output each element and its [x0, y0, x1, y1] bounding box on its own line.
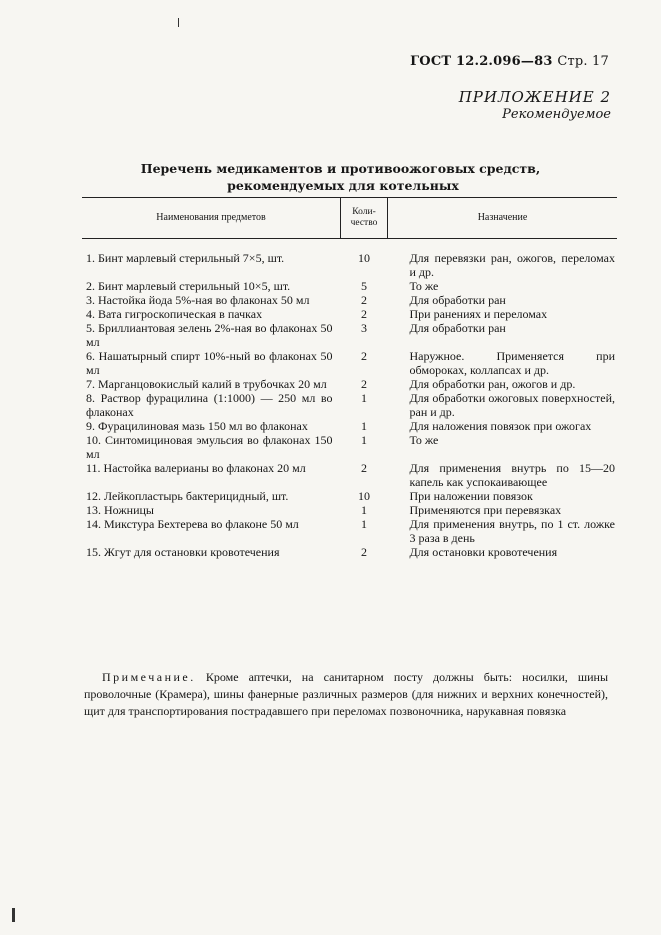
medications-table	[82, 197, 617, 559]
item-name: 7. Марганцовокислый калий в трубочках 20 мл	[86, 377, 327, 391]
item-quantity: 2	[361, 307, 367, 321]
item-purpose: Наружное. Применяется при обмороках, коллапсах и др.	[409, 349, 615, 377]
item-quantity: 2	[361, 461, 367, 475]
item-purpose: Для обработки ран	[409, 321, 506, 335]
appendix-subtitle: Рекомендуемое	[502, 107, 611, 122]
item-name: 4. Вата гигроскопическая в пачках	[86, 307, 263, 321]
item-purpose: Для остановки кровотечения	[409, 545, 558, 559]
item-purpose: Применяются при перевязках	[409, 503, 562, 517]
table-row	[82, 377, 617, 391]
standard-reference	[410, 54, 609, 69]
item-name: 6. Нашатырный спирт 10%-ный во флаконах 50 мл	[86, 349, 333, 377]
item-quantity: 1	[361, 503, 367, 517]
item-name: 11. Настойка валерианы во флаконах 20 мл	[86, 461, 306, 475]
table-row	[82, 433, 617, 461]
item-name: 1. Бинт марлевый стерильный 7×5, шт.	[86, 251, 285, 265]
appendix-heading	[459, 88, 611, 122]
item-quantity: 5	[361, 279, 367, 293]
table-row	[82, 461, 617, 489]
item-quantity: 2	[361, 349, 367, 363]
table-header-row	[82, 198, 617, 239]
item-quantity: 10	[358, 251, 370, 265]
item-name: 13. Ножницы	[86, 503, 154, 517]
table-row	[82, 293, 617, 307]
table-row	[82, 321, 617, 349]
item-quantity: 2	[361, 293, 367, 307]
item-name: 10. Синтомициновая эмульсия во флаконах 150 мл	[86, 433, 333, 461]
item-name: 15. Жгут для остановки кровотечения	[86, 545, 280, 559]
title-line-2: рекомендуемых для котельных	[227, 178, 459, 193]
item-name: 8. Раствор фурацилина (1:1000) — 250 мл во флаконах	[86, 391, 333, 419]
table-spacer	[82, 239, 617, 252]
table-row	[82, 279, 617, 293]
item-name: 12. Лейкопластырь бактерицидный, шт.	[86, 489, 289, 503]
table-row	[82, 251, 617, 279]
page-number: Стр. 17	[557, 54, 609, 69]
table-row	[82, 503, 617, 517]
item-quantity: 1	[361, 419, 367, 433]
table-row	[82, 307, 617, 321]
item-purpose: При ранениях и переломах	[409, 307, 548, 321]
appendix-title: ПРИЛОЖЕНИЕ 2	[458, 88, 611, 106]
note-label: Примечание.	[102, 670, 196, 684]
column-header-purpose: Назначение	[388, 198, 618, 239]
scan-mark-top	[178, 18, 179, 27]
item-quantity: 10	[358, 489, 370, 503]
scan-mark-left	[12, 908, 15, 922]
item-purpose: Для обработки ожоговых поверхностей, ран и др.	[409, 391, 615, 419]
item-quantity: 3	[361, 321, 367, 335]
item-quantity: 2	[361, 545, 367, 559]
item-name: 5. Бриллиантовая зелень 2%-ная во флаконах 50 мл	[86, 321, 333, 349]
item-quantity: 2	[361, 377, 367, 391]
item-purpose: Для применения внутрь по 15—20 капель как успокаивающее	[409, 461, 615, 489]
table-row	[82, 517, 617, 545]
item-name: 9. Фурацилиновая мазь 150 мл во флаконах	[86, 419, 308, 433]
item-name: 3. Настойка йода 5%-ная во флаконах 50 мл	[86, 293, 310, 307]
table-row	[82, 419, 617, 433]
column-header-qty: Коли-чество	[341, 198, 388, 239]
item-purpose: Для обработки ран	[409, 293, 506, 307]
column-header-name: Наименования предметов	[82, 198, 341, 239]
document-title	[0, 160, 661, 194]
item-name: 14. Микстура Бехтерева во флаконе 50 мл	[86, 517, 299, 531]
item-name: 2. Бинт марлевый стерильный 10×5, шт.	[86, 279, 291, 293]
table-row	[82, 489, 617, 503]
table-row	[82, 391, 617, 419]
item-purpose: Для применения внутрь, по 1 ст. ложке 3 раза в день	[409, 517, 615, 545]
title-line-1: Перечень медикаментов и противоожоговых средств,	[140, 161, 541, 176]
table-row	[82, 349, 617, 377]
footnote	[84, 669, 608, 720]
item-purpose: Для перевязки ран, ожогов, переломах и др.	[409, 251, 615, 279]
item-quantity: 1	[361, 391, 367, 405]
table-row	[82, 545, 617, 559]
note-text: Кроме аптечки, на санитарном посту должны быть: носилки, шины проволочные (Крамера), шины фанерные различных размеров (для нижних и верхних конечностей), щит для транспортирования пострадавшего при переломах позвоночника, нарукавная повязка	[84, 670, 609, 718]
item-purpose: При наложении повязок	[409, 489, 533, 503]
item-quantity: 1	[361, 433, 367, 447]
standard-number: ГОСТ 12.2.096—83	[410, 54, 553, 69]
item-purpose: Для обработки ран, ожогов и др.	[409, 377, 576, 391]
item-quantity: 1	[361, 517, 367, 531]
item-purpose: То же	[409, 279, 439, 293]
item-purpose: Для наложения повязок при ожогах	[409, 419, 592, 433]
item-purpose: То же	[409, 433, 439, 447]
